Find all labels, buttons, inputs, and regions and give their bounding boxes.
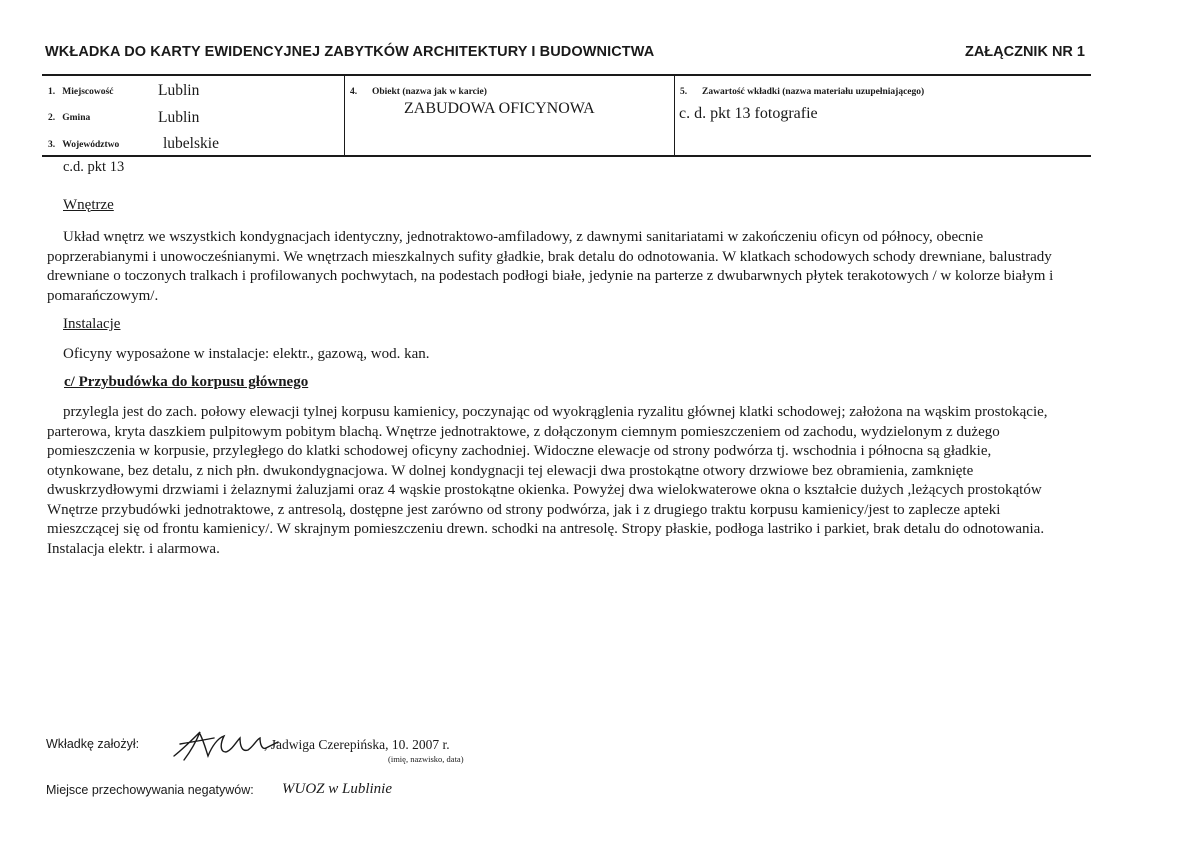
row-number: 2. (48, 113, 56, 123)
locality-value: Lublin (158, 82, 200, 99)
negatives-place: WUOZ w Lublinie (282, 781, 393, 797)
cell-label: Obiekt (nazwa jak w karcie) (372, 87, 487, 97)
table-divider (674, 76, 675, 155)
table-divider (344, 76, 345, 155)
object-value: ZABUDOWA OFICYNOWA (404, 100, 595, 117)
row-label: Gmina (62, 113, 91, 123)
continuation-note: c.d. pkt 13 (63, 159, 125, 175)
cell-number: 5. (680, 87, 688, 97)
row-label: Miejscowość (62, 87, 114, 97)
commune-label (48, 113, 90, 123)
commune-value: Lublin (158, 109, 200, 126)
negatives-label: Miejsce przechowywania negatywów: (46, 783, 254, 797)
cell-label: Zawartość wkładki (nazwa materiału uzupełniającego) (702, 87, 925, 97)
identification-table (42, 74, 1091, 157)
locality-label (48, 87, 113, 97)
row-number: 1. (48, 87, 56, 97)
annex-building-text: przylegla jest do zach. połowy elewacji tylnej korpusu kamienicy, poczynając od wyokrąglenia ryzalitu głównej klatki schodowej; założona na wąskim prostokącie, parterowa, kryta daszkiem pulpitowym pobitym blachą. Wnętrze jednotraktowe, z dołączonym ciemnym pomieszczeniem od zachodu, wydzielonym z dużego pomieszczenia w korpusie, przyległego do klatki schodowej oficyny zachodniej. Widoczne elewacje od strony podwórza tj. wschodnia i północna są gładkie, otynkowane, bez detalu, z nich płn. dwukondygnacjowa. W dolnej kondygnacji tej elewacji dwa prostokątne otwory drzwiowe bez obramienia, zamknięte dwuskrzydłowymi drzwiami i żelaznymi żaluzjami oraz 4 wąskie prostokątne okienka. Powyżej dwa wielokwaterowe okna o kształcie dużych ,leżących prostokątów Wnętrze przybudówki jednotraktowe, z antresolą, dostępne jest zarówno od strony podwórza, jak i z drugiego traktu korpusu kamienicy/jest to zaplecze apteki mieszczącej się od frontu kamienicy/. W skrajnym pomieszczeniu drewn. schodki na antresolę. Stropy płaskie, podłoga lastriko i parkiet, brak detalu do odnotowania. Instalacja elektr. i alarmowa. (47, 404, 1048, 557)
contents-value: c. d. pkt 13 fotografie (679, 105, 818, 122)
installations-heading: Instalacje (63, 316, 121, 332)
row-label: Województwo (62, 140, 120, 150)
object-label (350, 87, 487, 97)
voivodeship-value: lubelskie (163, 135, 219, 152)
voivodeship-label (48, 140, 119, 150)
installations-text: Oficyny wyposażone w instalacje: elektr., gazową, wod. kan. (63, 346, 430, 362)
contents-label (680, 87, 924, 97)
cell-number: 4. (350, 87, 358, 97)
created-by-label: Wkładkę założył: (46, 737, 140, 751)
interior-text: Układ wnętrz we wszystkich kondygnacjach identyczny, jednotraktowo-amfiladowy, z dawnymi sanitariatami w zakończeniu oficyn od północy, obecnie poprzerabianymi i unowocześnianymi. We wnętrzach mieszkalnych sufity gładkie, brak detalu do odnotowania. W klatkach schodowych schody drewniane, balustrady drewniane o toczonych tralkach i profilowanych pochwytach, na podestach podłogi białe, jedynie na parterze z dwubarwnych płytek terakotowych / w kolorze białym i pomarańczowym/. (47, 229, 1054, 304)
document-title: WKŁADKA DO KARTY EWIDENCYJNEJ ZABYTKÓW ARCHITEKTURY I BUDOWNICTWA (45, 44, 655, 60)
annex-building-heading: c/ Przybudówka do korpusu głównego (64, 374, 309, 390)
row-number: 3. (48, 140, 56, 150)
author-name: , Jadwiga Czerepińska, 10. 2007 r. (264, 737, 450, 752)
interior-heading: Wnętrze (63, 197, 114, 213)
annex-number: ZAŁĄCZNIK NR 1 (964, 44, 1085, 60)
author-caption: (imię, nazwisko, data) (388, 754, 464, 764)
